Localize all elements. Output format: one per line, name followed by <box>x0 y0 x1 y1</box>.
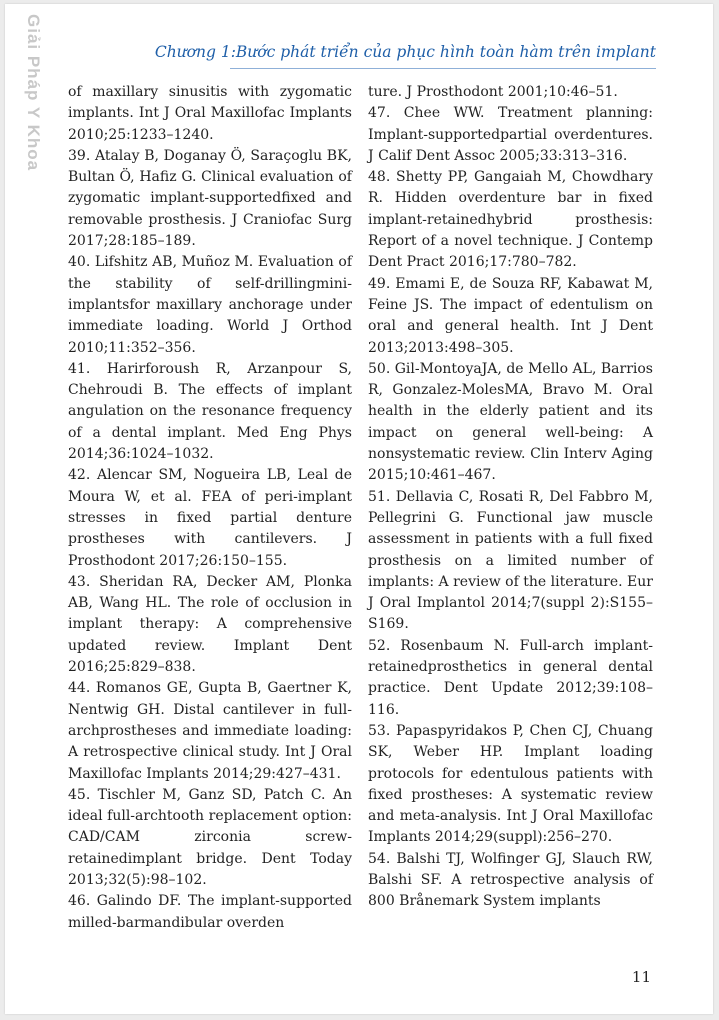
chapter-header: Chương 1:Bước phát triển của phục hình toàn hàm trên implant <box>154 43 656 61</box>
references-right-column <box>368 82 653 913</box>
reference-item: 53. Papaspyridakos P, Chen CJ, Chuang SK, Weber HP. Implant loading protocols for edentulous patients with fixed prostheses: A systematic review and meta-analysis. Int J Oral Maxillofac Implants 2014;29(suppl):256–270. <box>368 722 653 846</box>
document-page <box>5 4 713 1014</box>
reference-item: 54. Balshi TJ, Wolfinger GJ, Slauch RW, Balshi SF. A retrospective analysis of 800 Brånemark System implants <box>368 850 653 910</box>
reference-item: 50. Gil-MontoyaJA, de Mello AL, Barrios R, Gonzalez-MolesMA, Bravo M. Oral health in the elderly patient and its impact on general well-being: A nonsystematic review. Clin Interv Aging 2015;10:461–467. <box>368 360 653 484</box>
reference-item: 40. Lifshitz AB, Muñoz M. Evaluation of the stability of self-drillingmini-implantsfor maxillary anchorage under immediate loading. World J Orthod 2010;11:352–356. <box>68 254 352 356</box>
reference-item: 52. Rosenbaum N. Full-arch implant-retainedprosthetics in general dental practice. Dent Update 2012;39:108–116. <box>368 637 653 718</box>
reference-item: 44. Romanos GE, Gupta B, Gaertner K, Nentwig GH. Distal cantilever in full-archprostheses and immediate loading: A retrospective clinical study. Int J Oral Maxillofac Implants 2014;29:427–431. <box>68 680 352 782</box>
reference-item: 46. Galindo DF. The implant-supported milled-barmandibular overden <box>68 893 352 931</box>
references-left-column <box>68 82 352 934</box>
page-number: 11 <box>631 968 651 986</box>
side-brand-watermark: Giải Pháp Y Khoa <box>24 14 43 172</box>
reference-item: 45. Tischler M, Ganz SD, Patch C. An ideal full-archtooth replacement option: CAD/CAM zirconia screw-retainedimplant bridge. Dent Today 2013;32(5):98–102. <box>68 786 352 888</box>
reference-item: 43. Sheridan RA, Decker AM, Plonka AB, Wang HL. The role of occlusion in implant therapy: A comprehensive updated review. Implant Dent 2016;25:829–838. <box>68 573 352 676</box>
reference-item: 42. Alencar SM, Nogueira LB, Leal de Moura W, et al. FEA of peri-implant stresses in fixed partial denture prostheses with cantilevers. J Prosthodont 2017;26:150–155. <box>68 467 352 569</box>
reference-item: 41. Harirforoush R, Arzanpour S, Chehroudi B. The effects of implant angulation on the resonance frequency of a dental implant. Med Eng Phys 2014;36:1024–1032. <box>68 360 352 463</box>
reference-item: 49. Emami E, de Souza RF, Kabawat M, Feine JS. The impact of edentulism on oral and general health. Int J Dent 2013;2013:498–305. <box>368 275 653 356</box>
reference-item: ture. J Prosthodont 2001;10:46–51. <box>368 84 618 100</box>
header-rule <box>230 68 656 69</box>
reference-item: 48. Shetty PP, Gangaiah M, Chowdhary R. Hidden overdenture bar in fixed implant-retainedhybrid prosthesis: Report of a novel technique. J Contemp Dent Pract 2016;17:780–782. <box>368 169 653 271</box>
reference-item: of maxillary sinusitis with zygomatic implants. Int J Oral Maxillofac Implants 2010;25:1233–1240. <box>68 84 352 143</box>
reference-item: 47. Chee WW. Treatment planning: Implant-supportedpartial overdentures. J Calif Dent Assoc 2005;33:313–316. <box>368 105 653 164</box>
reference-item: 39. Atalay B, Doganay Ö, Saraçoglu BK, Bultan Ö, Hafiz G. Clinical evaluation of zygomatic implant-supportedfixed and removable prosthesis. J Craniofac Surg 2017;28:185–189. <box>68 147 352 250</box>
reference-item: 51. Dellavia C, Rosati R, Del Fabbro M, Pellegrini G. Functional jaw muscle assessment in patients with a full fixed prosthesis on a limited number of implants: A review of the literature. Eur J Oral Implantol 2014;7(suppl 2):S155–S169. <box>368 488 653 633</box>
